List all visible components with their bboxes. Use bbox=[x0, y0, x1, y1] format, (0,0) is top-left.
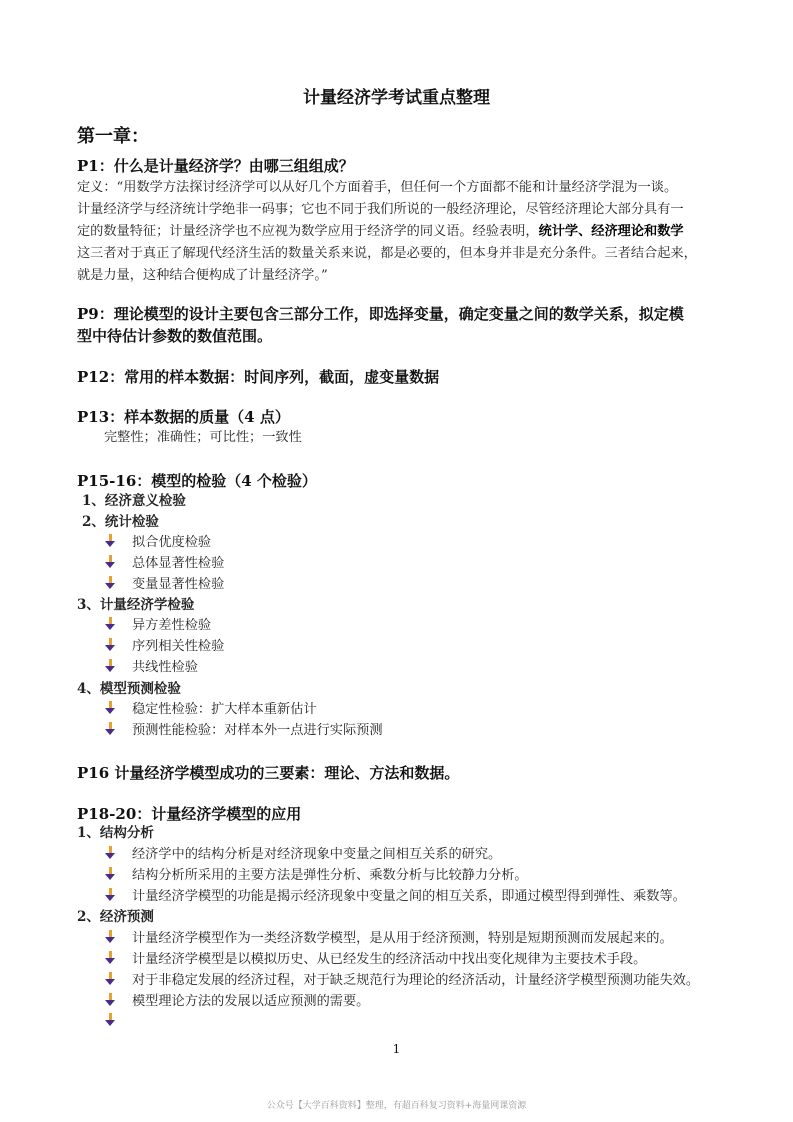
p9-heading: 型中待估计参数的数值范围。 bbox=[77, 327, 273, 345]
sub-heading: 1、结构分析 bbox=[77, 825, 154, 841]
list-item bbox=[104, 637, 224, 657]
list-item-text: 计量经济学模型是以模拟历史、从已经发生的经济活动中找出变化规律为主要技术手段。 bbox=[132, 952, 647, 967]
list-item-text: 结构分析所采用的主要方法是弹性分析、乘数分析与比较静力分析。 bbox=[132, 868, 528, 883]
p18-heading: P18-20：计量经济学模型的应用 bbox=[77, 805, 302, 823]
sub-heading: 2、经济预测 bbox=[77, 909, 154, 925]
p13-heading: P13：样本数据的质量（4 点） bbox=[77, 408, 290, 426]
list-item bbox=[104, 992, 369, 1012]
arrow-bullet-icon bbox=[104, 701, 118, 715]
list-item bbox=[104, 700, 317, 720]
list-item-text: 对于非稳定发展的经济过程，对于缺乏规范行为理论的经济活动，计量经济学模型预测功能失效。 bbox=[132, 973, 700, 988]
list-item-text: 预测性能检验：对样本外一点进行实际预测 bbox=[132, 723, 383, 738]
list-item-text: 模型理论方法的发展以适应预测的需要。 bbox=[132, 994, 370, 1009]
sub-heading: 3、计量经济学检验 bbox=[77, 597, 195, 613]
list-item-text: 拟合优度检验 bbox=[132, 535, 212, 550]
list-item-text: 经济学中的结构分析是对经济现象中变量之间相互关系的研究。 bbox=[132, 847, 502, 862]
p12-heading: P12：常用的样本数据：时间序列，截面，虚变量数据 bbox=[77, 368, 440, 386]
list-item-text: 共线性检验 bbox=[132, 660, 198, 675]
list-item-text: 异方差性检验 bbox=[132, 618, 212, 633]
arrow-bullet-icon bbox=[104, 951, 118, 965]
p1-line: 这三者对于真正了解现代经济生活的数量关系来说，都是必要的，但本身并非是充分条件。三者结合起来， bbox=[77, 246, 697, 261]
list-item-text: 计量经济学模型作为一类经济数学模型，是从用于经济预测，特别是短期预测而发展起来的。 bbox=[132, 931, 673, 946]
list-item bbox=[104, 866, 528, 886]
footer-watermark: 公众号【大学百科资料】整理，有超百科复习资料+海量网课资源 bbox=[266, 1101, 527, 1111]
arrow-bullet-icon bbox=[104, 1013, 118, 1027]
list-item bbox=[104, 845, 501, 865]
list-item bbox=[104, 533, 211, 553]
list-item bbox=[104, 887, 686, 907]
p13-text: 完整性；准确性；可比性；一致性 bbox=[104, 430, 302, 445]
p1-bold-text: 统计学、经济理论和数学 bbox=[538, 224, 684, 239]
list-item bbox=[104, 658, 198, 678]
p1-line: 计量经济学与经济统计学绝非一码事；它也不同于我们所说的一般经济理论，尽管经济理论大部分具有一 bbox=[77, 202, 684, 217]
arrow-bullet-icon bbox=[104, 888, 118, 902]
arrow-bullet-icon bbox=[104, 993, 118, 1007]
chapter-heading: 第一章： bbox=[77, 126, 149, 147]
list-item bbox=[104, 721, 383, 741]
arrow-bullet-icon bbox=[104, 576, 118, 590]
p16-heading: P16 计量经济学模型成功的三要素：理论、方法和数据。 bbox=[77, 764, 460, 782]
list-item bbox=[104, 575, 224, 595]
list-item-text: 稳定性检验：扩大样本重新估计 bbox=[132, 702, 317, 717]
p1-line bbox=[77, 222, 684, 242]
arrow-bullet-icon bbox=[104, 972, 118, 986]
arrow-bullet-icon bbox=[104, 638, 118, 652]
arrow-bullet-icon bbox=[104, 534, 118, 548]
arrow-bullet-icon bbox=[104, 846, 118, 860]
list-item bbox=[104, 554, 224, 574]
list-item-text: 变量显著性检验 bbox=[132, 577, 225, 592]
p1-line-text: 定的数量特征；计量经济学也不应视为数学应用于经济学的同义语。经验表明， bbox=[77, 224, 539, 239]
p15-heading: P15-16：模型的检验（4 个检验） bbox=[77, 472, 317, 490]
p9-heading: P9：理论模型的设计主要包含三部分工作，即选择变量，确定变量之间的数学关系，拟定模 bbox=[77, 305, 684, 323]
sub-heading: 1、经济意义检验 bbox=[82, 493, 186, 509]
list-item bbox=[104, 971, 699, 991]
p1-line: 就是力量，这种结合便构成了计量经济学。” bbox=[77, 268, 328, 283]
arrow-bullet-icon bbox=[104, 930, 118, 944]
p1-heading: P1：什么是计量经济学？由哪三组组成？ bbox=[77, 157, 354, 175]
document-title: 计量经济学考试重点整理 bbox=[303, 88, 490, 108]
list-item-text: 总体显著性检验 bbox=[132, 556, 225, 571]
sub-heading: 4、模型预测检验 bbox=[77, 681, 181, 697]
list-item bbox=[104, 950, 646, 970]
arrow-bullet-icon bbox=[104, 659, 118, 673]
arrow-bullet-icon bbox=[104, 617, 118, 631]
list-item bbox=[104, 616, 211, 636]
list-item-text: 计量经济学模型的功能是揭示经济现象中变量之间的相互关系，即通过模型得到弹性、乘数等。 bbox=[132, 889, 686, 904]
sub-heading: 2、统计检验 bbox=[82, 514, 159, 530]
page-number: 1 bbox=[392, 1042, 401, 1056]
list-item bbox=[104, 1012, 132, 1032]
p1-line: 定义：“用数学方法探讨经济学可以从好几个方面着手，但任何一个方面都不能和计量经济学混为一谈。 bbox=[77, 180, 678, 195]
list-item-text: 序列相关性检验 bbox=[132, 639, 225, 654]
arrow-bullet-icon bbox=[104, 867, 118, 881]
list-item bbox=[104, 929, 673, 949]
arrow-bullet-icon bbox=[104, 555, 118, 569]
arrow-bullet-icon bbox=[104, 722, 118, 736]
